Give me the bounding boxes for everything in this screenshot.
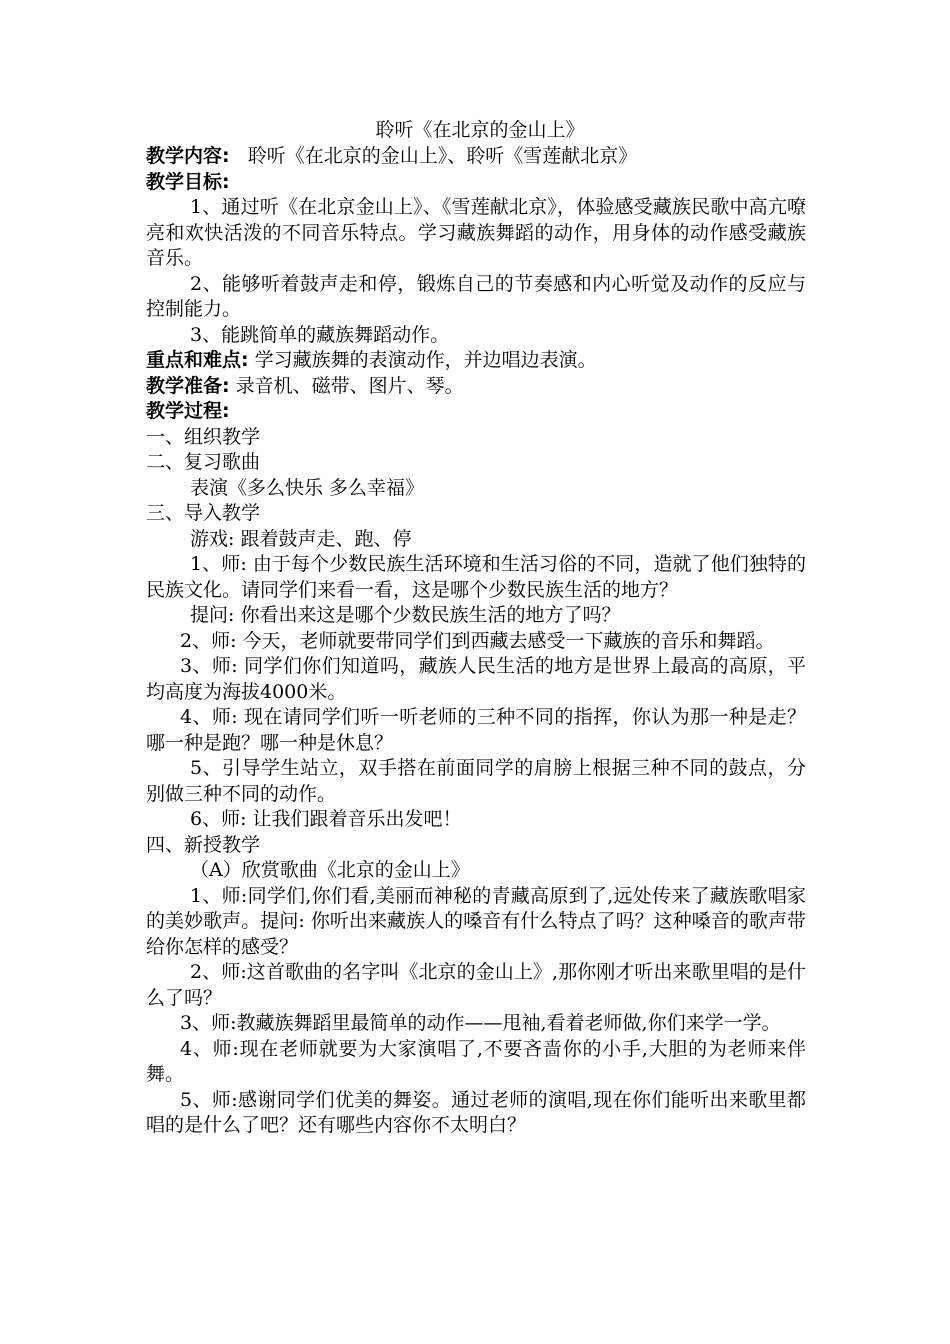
process-item: 1、师: 由于每个少数民族生活环境和生活习俗的不同，造就了他们独特的民族文化。请同学们来看一看，这是哪个少数民族生活的地方？ (146, 553, 806, 601)
process-item: 2、师:这首歌曲的名字叫《北京的金山上》,那你刚才听出来歌里唱的是什么了吗？ (146, 961, 806, 1009)
process-item: 5、师:感谢同学们优美的舞姿。通过老师的演唱,现在你们能听出来歌里都唱的是什么了吧？还有哪些内容你不太明白？ (146, 1088, 806, 1136)
goal-item: 1、通过听《在北京金山上》、《雪莲献北京》，体验感受藏族民歌中高亢嘹亮和欢快活泼的不同音乐特点。学习藏族舞蹈的动作，用身体的动作感受藏族音乐。 (146, 196, 806, 269)
process-item: 3、师: 同学们你们知道吗，藏族人民生活的地方是世界上最高的高原，平均高度为海拔4000米。 (146, 655, 806, 703)
teaching-content-label: 教学内容: (146, 145, 230, 167)
goal-item: 2、能够听着鼓声走和停，锻炼自己的节奏感和内心听觉及动作的反应与控制能力。 (146, 272, 806, 320)
preparation (146, 374, 806, 400)
section-heading: 一、组织教学 (146, 425, 261, 448)
process-item: 1、师:同学们,你们看,美丽而神秘的青藏高原到了,远处传来了藏族歌唱家的美妙歌声。提问: 你听出来藏族人的嗓音有什么特点了吗？这种嗓音的歌声带给你怎样的感受？ (146, 884, 806, 958)
teaching-goals-label: 教学目标: (146, 170, 230, 193)
goal-item: 3、能跳简单的藏族舞蹈动作。 (190, 323, 450, 346)
teaching-content-text: 聆听《在北京的金山上》、聆听《雪莲献北京》 (247, 145, 638, 167)
key-points-label: 重点和难点: (146, 349, 249, 371)
teaching-content (146, 144, 806, 170)
process-item: 5、引导学生站立，双手搭在前面同学的肩膀上根据三种不同的鼓点，分别做三种不同的动作。 (146, 757, 806, 805)
process-label: 教学过程: (146, 400, 230, 422)
preparation-text: 录音机、磁带、图片、琴。 (235, 374, 464, 397)
process-item: 6、师: 让我们跟着音乐出发吧！ (190, 808, 462, 830)
section-heading: 二、复习歌曲 (146, 451, 261, 473)
process-item: 3、师:教藏族舞蹈里最简单的动作——甩袖,看着老师做,你们来学一学。 (180, 1012, 781, 1034)
section-heading: 四、新授教学 (146, 833, 261, 856)
process-item: 提问: 你看出来这是哪个少数民族生活的地方了吗？ (190, 604, 621, 626)
key-points (146, 348, 806, 374)
key-points-text: 学习藏族舞的表演动作，并边唱边表演。 (254, 349, 597, 371)
section-subline: （A）欣赏歌曲《北京的金山上》 (190, 859, 470, 881)
process-item: 4、师: 现在请同学们听一听老师的三种不同的指挥，你认为那一种是走？哪一种是跑？哪一种是休息？ (146, 706, 806, 754)
document-title: 聆听《在北京的金山上》 (375, 119, 585, 141)
process-item: 2、师: 今天，老师就要带同学们到西藏去感受一下藏族的音乐和舞蹈。 (180, 629, 775, 652)
section-subline: 表演《多么快乐 多么幸福》 (190, 476, 425, 499)
preparation-label: 教学准备: (146, 374, 230, 397)
document-page (146, 118, 806, 1139)
section-subline: 游戏: 跟着鼓声走、跑、停 (190, 527, 412, 550)
process-item: 4、师:现在老师就要为大家演唱了,不要吝啬你的小手,大胆的为老师来伴舞。 (146, 1037, 806, 1085)
section-heading: 三、导入教学 (146, 502, 261, 524)
